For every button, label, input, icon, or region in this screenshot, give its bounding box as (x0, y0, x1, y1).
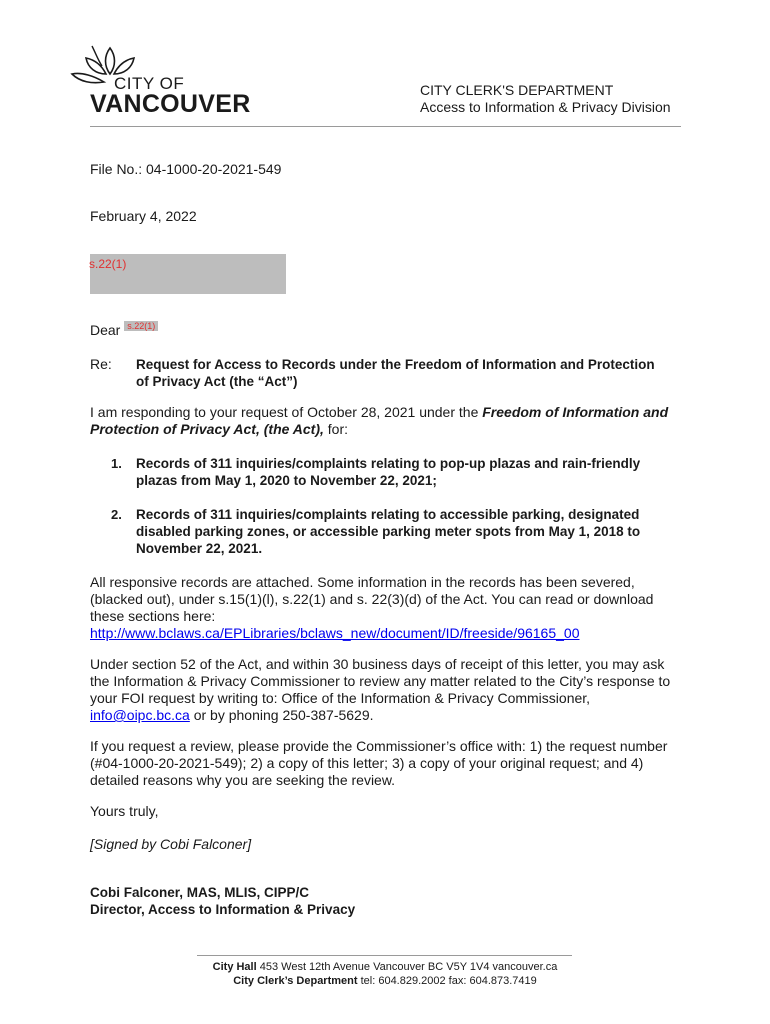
severance-paragraph (90, 574, 700, 642)
footer-address (120, 960, 650, 974)
header-divider (90, 126, 681, 127)
oipc-email-link[interactable]: info@oipc.bc.ca (90, 707, 190, 723)
paragraph-line: the Information & Privacy Commissioner to review any matter related to the City’s response to (90, 673, 671, 689)
closing: Yours truly, (90, 803, 159, 819)
division-name: Access to Information & Privacy Division (420, 99, 671, 115)
paragraph-line: or by phoning 250-387-5629. (189, 707, 374, 723)
salutation (90, 322, 158, 341)
salutation-redaction: s.22(1) (124, 321, 158, 331)
bclaws-link[interactable]: http://www.bclaws.ca/EPLibraries/bclaws_new/document/ID/freeside/96165_00 (90, 625, 580, 641)
list-item (136, 455, 640, 489)
re-subject-line: Request for Access to Records under the Freedom of Information and Protection (136, 357, 655, 372)
paragraph-line: All responsive records are attached. Some information in the records has been severed, (90, 574, 635, 590)
footer-text: tel: 604.829.2002 fax: 604.873.7419 (357, 975, 537, 987)
salutation-word: Dear (90, 322, 121, 338)
city-logo (68, 44, 258, 124)
footer-label: City Hall (212, 961, 257, 973)
footer-text: 453 West 12th Avenue Vancouver BC V5Y 1V4 vancouver.ca (256, 961, 558, 973)
paragraph-line: Under section 52 of the Act, and within 30 business days of receipt of this letter, you may ask (90, 656, 665, 672)
paragraph-line: your FOI request by writing to: Office of the Information & Privacy Commissioner, (90, 690, 591, 706)
re-label: Re: (90, 356, 112, 372)
letter-date: February 4, 2022 (90, 208, 197, 224)
re-subject-line: of Privacy Act (the “Act”) (136, 374, 298, 389)
signature-note: [Signed by Cobi Falconer] (90, 836, 252, 852)
intro-paragraph (90, 404, 690, 438)
file-number: File No.: 04-1000-20-2021-549 (90, 161, 282, 177)
paragraph-line: If you request a review, please provide the Commissioner’s office with: 1) the request number (90, 738, 668, 754)
redaction-code: s.22(1) (89, 257, 127, 271)
signer-block (90, 884, 355, 918)
logo-city-of: CITY OF (114, 74, 185, 93)
list-item-line: November 22, 2021. (136, 541, 263, 556)
paragraph-line: these sections here: (90, 608, 216, 624)
intro-text: for: (323, 421, 349, 437)
paragraph-line: (blacked out), under s.15(1)(l), s.22(1) and s. 22(3)(d) of the Act. You can read or download (90, 591, 654, 607)
act-name: Protection of Privacy Act, (the Act), (90, 421, 324, 437)
list-number: 2. (111, 507, 122, 522)
list-item-line: disabled parking zones, or accessible parking meter spots from May 1, 2018 to (136, 524, 641, 539)
review-rights-paragraph (90, 656, 700, 724)
list-number: 1. (111, 456, 122, 471)
review-request-paragraph (90, 738, 700, 789)
signer-title: Director, Access to Information & Privacy (90, 902, 356, 917)
list-item-line: plazas from May 1, 2020 to November 22, 2021; (136, 473, 437, 488)
department-heading (420, 82, 680, 116)
list-item-line: Records of 311 inquiries/complaints relating to accessible parking, designated (136, 507, 640, 522)
logo-vancouver: VANCOUVER (90, 90, 251, 118)
footer-divider (197, 955, 572, 956)
intro-text: I am responding to your request of October 28, 2021 under the (90, 404, 483, 420)
footer-contact (120, 974, 650, 988)
act-name: Freedom of Information and (482, 404, 669, 420)
list-item (136, 506, 640, 557)
footer-label: City Clerk’s Department (233, 975, 358, 987)
signer-name: Cobi Falconer, MAS, MLIS, CIPP/C (90, 885, 310, 900)
paragraph-line: detailed reasons why you are seeking the review. (90, 772, 396, 788)
list-item-line: Records of 311 inquiries/complaints relating to pop-up plazas and rain-friendly (136, 456, 641, 471)
department-name: CITY CLERK'S DEPARTMENT (420, 82, 614, 98)
re-subject (136, 356, 655, 390)
paragraph-line: (#04-1000-20-2021-549); 2) a copy of this letter; 3) a copy of your original request; and 4) (90, 755, 644, 771)
